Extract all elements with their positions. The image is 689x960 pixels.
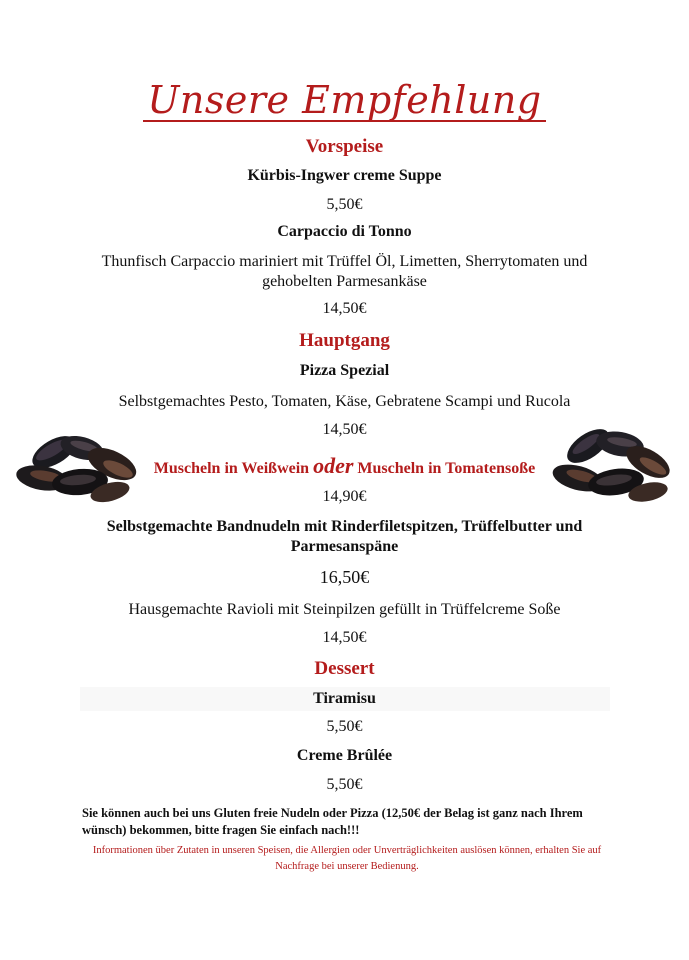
dish-muscheln-tomaten: Muscheln in Tomatensoße bbox=[357, 460, 536, 477]
dish-pizza-name: Pizza Spezial bbox=[299, 362, 390, 379]
dish-creme-price: 5,50€ bbox=[326, 776, 363, 793]
dish-bandnudeln-price: 16,50€ bbox=[319, 567, 370, 587]
gluten-free-note-line2: wünsch) bekommen, bitte fragen Sie einfach nach!!! bbox=[82, 823, 360, 837]
dish-pizza-price: 14,50€ bbox=[322, 421, 367, 438]
section-vorspeise: Vorspeise bbox=[305, 136, 384, 157]
dish-ravioli-price: 14,50€ bbox=[322, 629, 367, 646]
section-hauptgang: Hauptgang bbox=[299, 330, 390, 351]
gluten-free-note bbox=[82, 805, 622, 839]
dish-carpaccio-name: Carpaccio di Tonno bbox=[277, 223, 412, 240]
dish-muscheln-oder: oder bbox=[313, 453, 354, 478]
dish-muscheln-weisswein: Muscheln in Weißwein bbox=[153, 460, 310, 477]
allergy-info-line2: Nachfrage bei unserer Bedienung. bbox=[275, 861, 419, 872]
dish-ravioli-desc: Hausgemachte Ravioli mit Steinpilzen gefüllt in Trüffelcreme Soße bbox=[128, 601, 561, 618]
gluten-free-note-line1: Sie können auch bei uns Gluten freie Nudeln oder Pizza (12,50€ der Belag ist ganz nach Ihrem bbox=[82, 806, 583, 820]
dish-kuerbis-price: 5,50€ bbox=[326, 196, 363, 213]
dish-tiramisu-price: 5,50€ bbox=[326, 718, 363, 735]
section-dessert: Dessert bbox=[314, 658, 375, 679]
dish-bandnudeln-line1: Selbstgemachte Bandnudeln mit Rinderfiletspitzen, Trüffelbutter und bbox=[106, 518, 583, 535]
dish-muscheln-line bbox=[0, 453, 689, 479]
allergy-info bbox=[82, 843, 612, 875]
dish-pizza-desc: Selbstgemachtes Pesto, Tomaten, Käse, Gebratene Scampi und Rucola bbox=[118, 393, 571, 410]
dish-bandnudeln-line2: Parmesanspäne bbox=[290, 538, 399, 555]
dish-tiramisu-name: Tiramisu bbox=[313, 690, 376, 707]
dish-carpaccio-desc-1: Thunfisch Carpaccio mariniert mit Trüffel Öl, Limetten, Sherrytomaten und bbox=[101, 253, 588, 270]
dish-carpaccio-desc-2: gehobelten Parmesankäse bbox=[262, 273, 427, 290]
dish-creme-name: Creme Brûlée bbox=[296, 747, 393, 764]
dish-muscheln-price: 14,90€ bbox=[322, 488, 367, 505]
menu-title: Unsere Empfehlung bbox=[0, 78, 689, 122]
allergy-info-line1: Informationen über Zutaten in unseren Speisen, die Allergien oder Unverträglichkeiten auslösen können, erhalten Sie auf bbox=[92, 845, 602, 856]
dish-carpaccio-price: 14,50€ bbox=[322, 300, 367, 317]
dish-kuerbis-name: Kürbis-Ingwer creme Suppe bbox=[247, 167, 442, 184]
